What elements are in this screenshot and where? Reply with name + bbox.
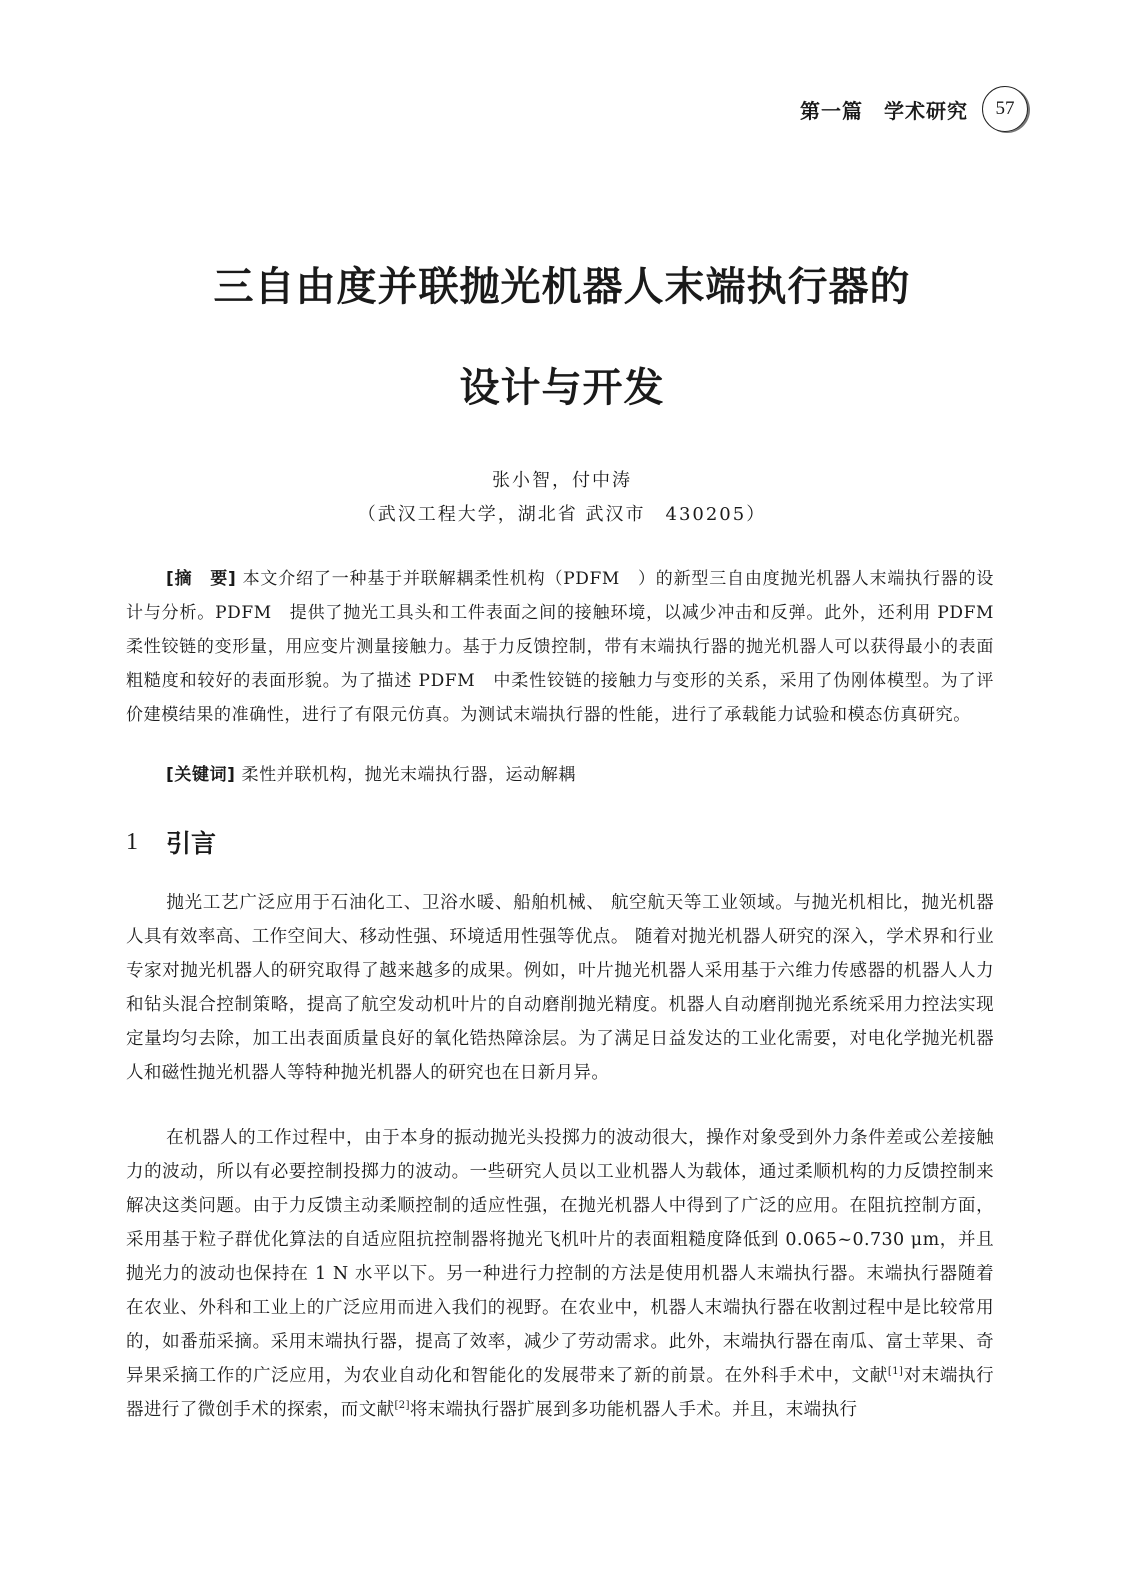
abstract xyxy=(126,562,1012,732)
keywords-text: 柔性并联机构，抛光末端执行器，运动解耦 xyxy=(235,765,576,785)
paragraph-1-text: 抛光工艺广泛应用于石油化工、卫浴水暖、船舶机械、 航空航天等工业领域。与抛光机相比，抛光机器人具有效率高、工作空间大、移动性强、环境适用性强等优点。 随着对抛光机器人研究的深入，学术界和行业专家对抛光机器人的研究取得了越来越多的成果。例如，叶片抛光机器人采用基于六维力传感器的机器人人力和钻头混合控制策略，提高了航空发动机叶片的自动磨削抛光精度。机器人自动磨削抛光系统采用力控法实现定量均匀去除，加工出表面质量良好的氧化锆热障涂层。为了满足日益发达的工业化需要，对电化学抛光机器人和磁性抛光机器人等特种抛光机器人的研究也在日新月异。 xyxy=(126,893,994,1083)
section-1-heading xyxy=(126,822,216,862)
paper-title-line-1: 三自由度并联抛光机器人末端执行器的 xyxy=(213,264,911,310)
body-paragraph-1 xyxy=(126,886,994,1090)
paragraph-2-text-b: 对末端执行器进行了微创手术的探索，而文献 xyxy=(126,1366,995,1420)
section-title: 引言 xyxy=(166,829,217,858)
page-number: 57 xyxy=(982,86,1028,132)
authors: 张小智，付中涛 xyxy=(492,470,632,491)
keywords xyxy=(166,758,994,792)
citation-2[interactable]: [2] xyxy=(394,1400,410,1412)
citation-1[interactable]: [1] xyxy=(887,1366,904,1378)
section-number: 1 xyxy=(126,828,138,855)
paragraph-2-text-c: 将末端执行器扩展到多功能机器人手术。并且，末端执行 xyxy=(409,1400,858,1420)
section-heading: 第一篇 学术研究 xyxy=(800,98,968,123)
body-paragraph-2 xyxy=(126,1121,994,1427)
running-head xyxy=(800,86,1028,132)
paper-title-line-2: 设计与开发 xyxy=(459,365,665,411)
paragraph-2-text-a: 在机器人的工作过程中，由于本身的振动抛光头投掷力的波动很大，操作对象受到外力条件差或公差接触力的波动，所以有必要控制投掷力的波动。一些研究人员以工业机器人为载体，通过柔顺机构的力反馈控制来解决这类问题。由于力反馈主动柔顺控制的适应性强，在抛光机器人中得到了广泛的应用。在阻抗控制方面，采用基于粒子群优化算法的自适应阻抗控制器将抛光飞机叶片的表面粗糙度降低到 0.065~0.730 μm，并且抛光力的波动也保持在 1 N 水平以下。另一种进行力控制的方法是使用机器人末端执行器。末端执行器随着在农业、外科和工业上的广泛应用而进入我们的视野。在农业中，机器人末端执行器在收割过程中是比较常用的，如番茄采摘。采用末端执行器，提高了效率，减少了劳动需求。此外，末端执行器在南瓜、富士苹果、奇异果采摘工作的广泛应用，为农业自动化和智能化的发展带来了新的前景。在外科手术中，文献 xyxy=(126,1128,994,1386)
abstract-text: 本文介绍了一种基于并联解耦柔性机构（PDFM ）的新型三自由度抛光机器人末端执行器的设计与分析。PDFM 提供了抛光工具头和工件表面之间的接触环境，以减少冲击和反弹。此外，还利用 PDFM 柔性铰链的变形量，用应变片测量接触力。基于力反馈控制，带有末端执行器的抛光机器人可以获得最小的表面粗糙度和较好的表面形貌。为了描述 PDFM 中柔性铰链的接触力与变形的关系，采用了伪刚体模型。为了评价建模结果的准确性，进行了有限元仿真。为测试末端执行器的性能，进行了承载能力试验和模态仿真研究。 xyxy=(126,569,1012,725)
abstract-label: [摘 要] xyxy=(166,569,237,589)
affiliation: （武汉工程大学，湖北省 武汉市 430205） xyxy=(357,504,767,525)
keywords-label: [关键词] xyxy=(166,765,236,785)
